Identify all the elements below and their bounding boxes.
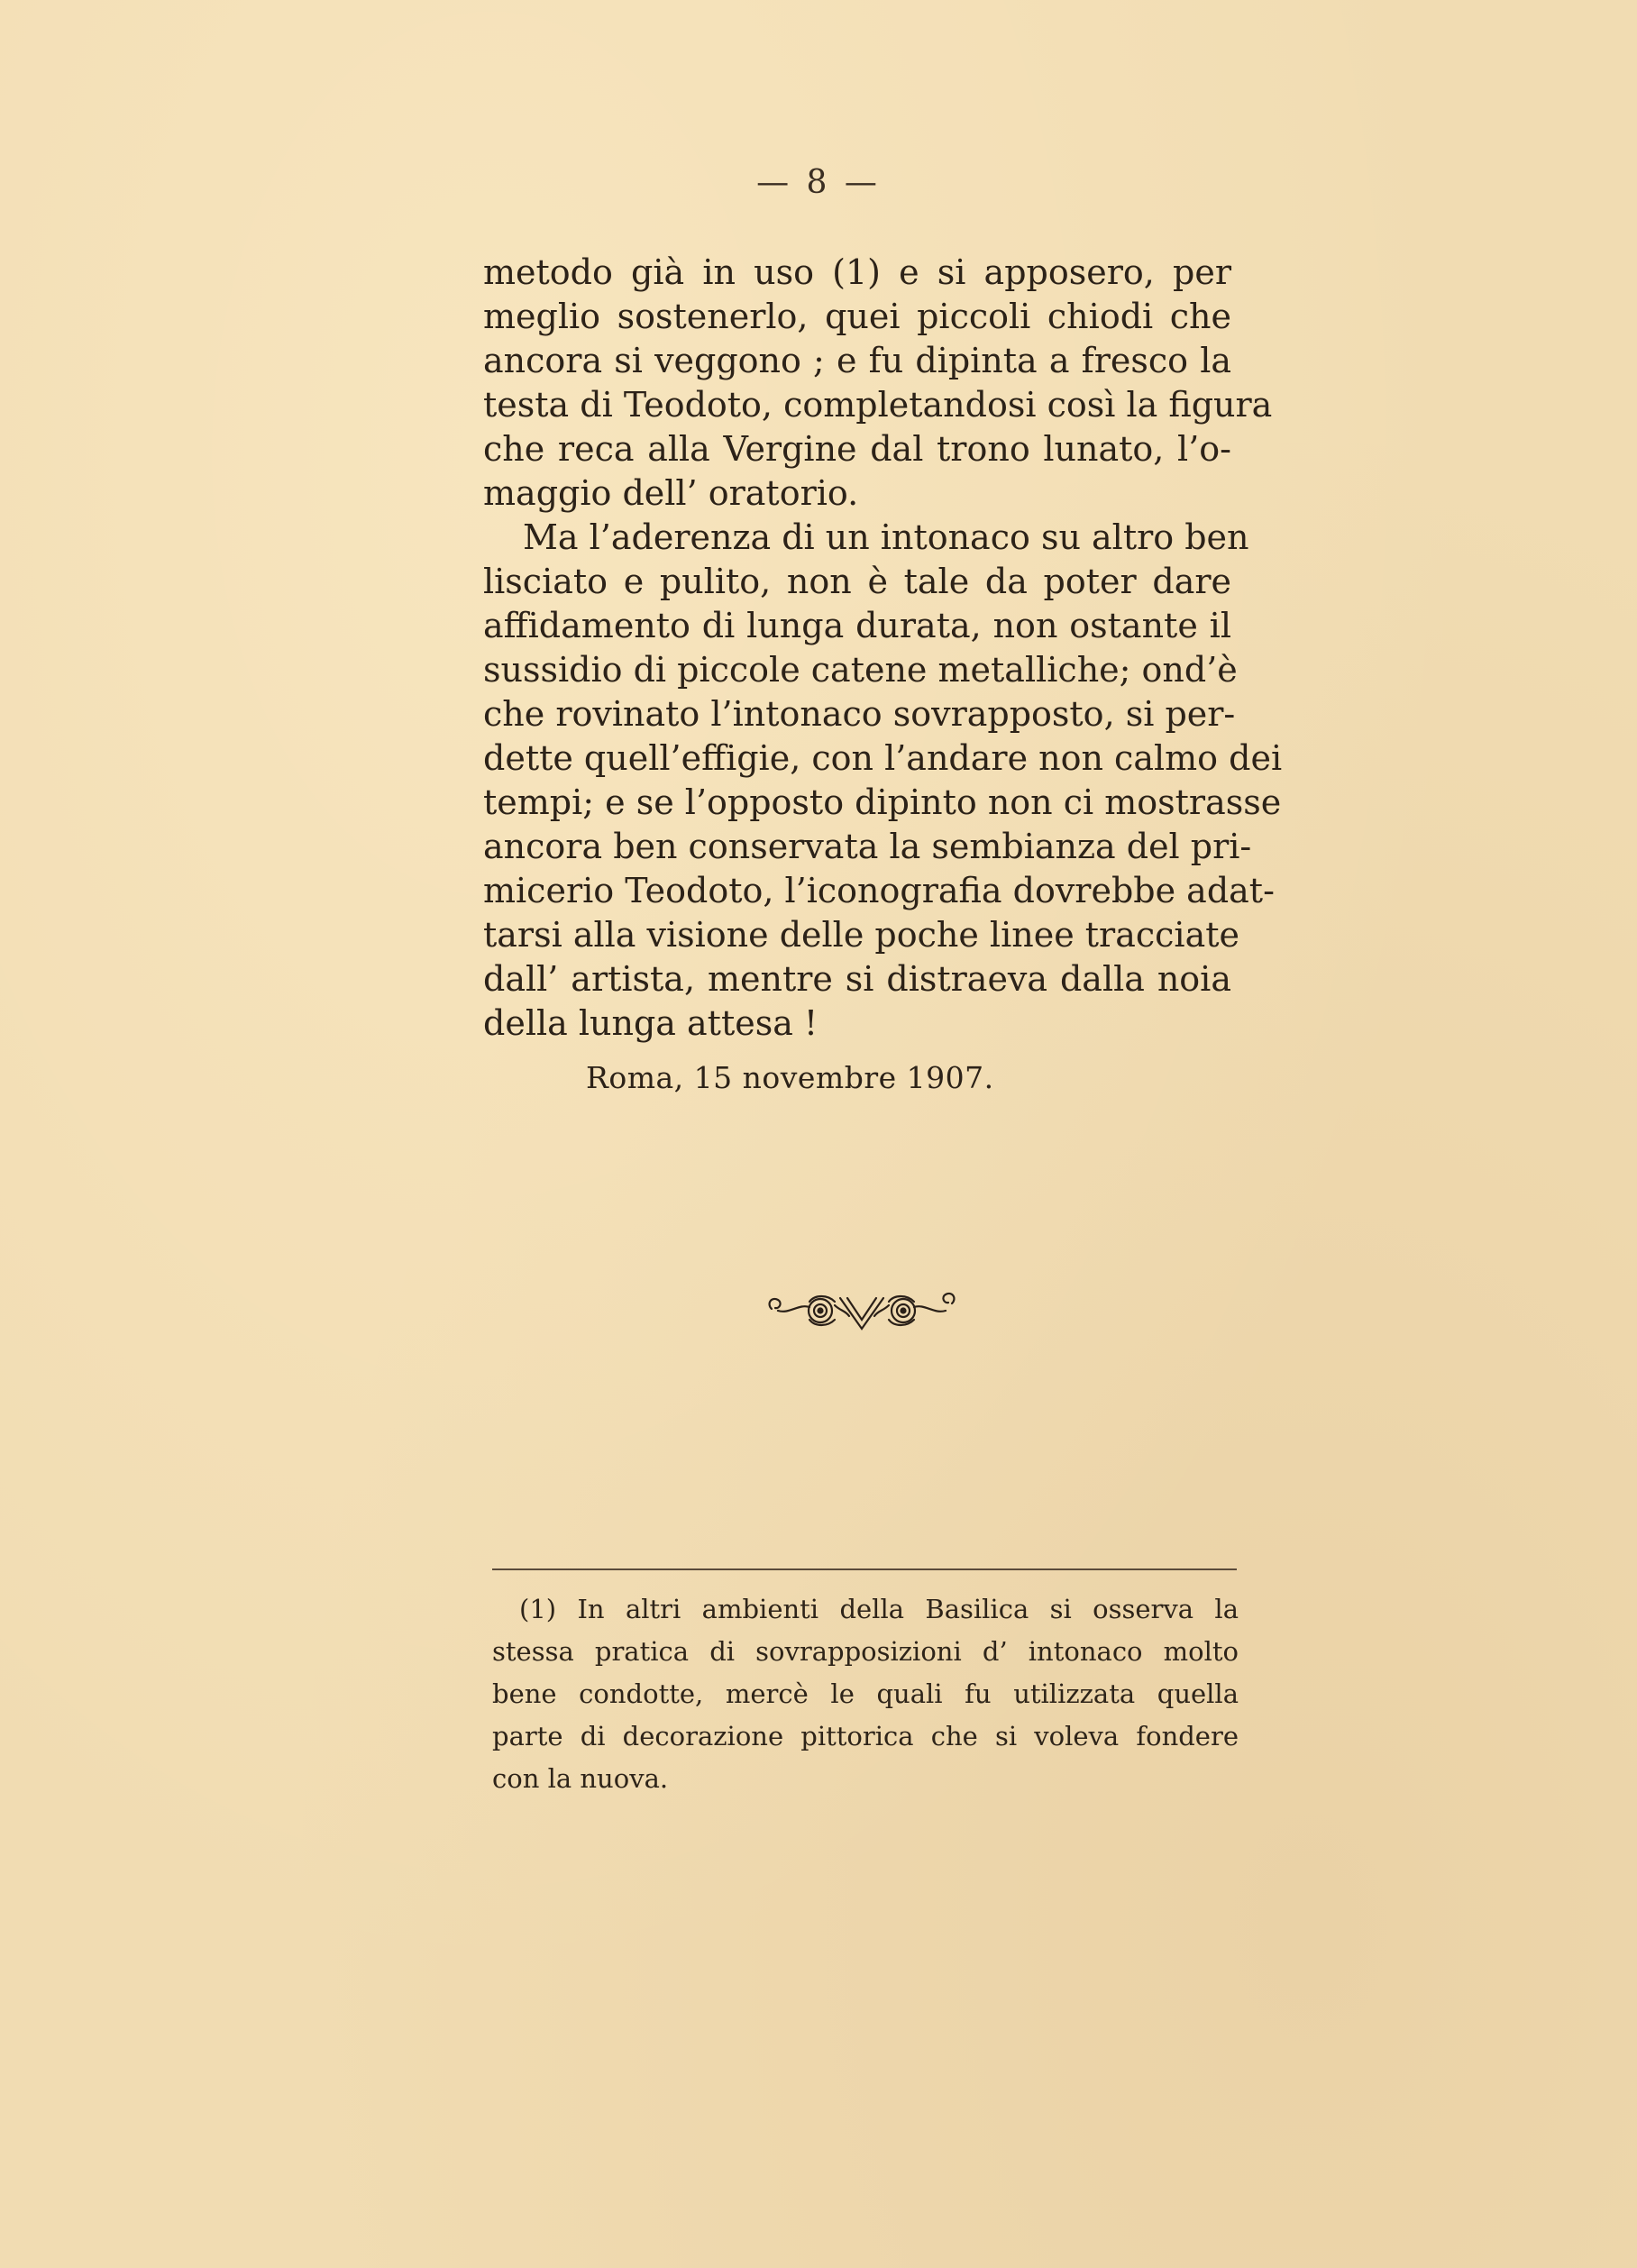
text-line: metodo già in uso (1) e si apposero, per <box>483 252 1231 292</box>
text-line: ancora ben conservata la sembianza del pri- <box>483 827 1252 866</box>
text-line: lisciato e pulito, non è tale da poter dare <box>483 562 1231 601</box>
text-line: ancora si veggono ; e fu dipinta a fresco la <box>483 341 1231 380</box>
footnote-line: parte di decorazione pittorica che si voleva fondere <box>492 1721 1239 1751</box>
text-line: maggio dell’ oratorio. <box>483 473 859 513</box>
footnote-line: (1) In altri ambienti della Basilica si osserva la <box>519 1594 1239 1624</box>
text-line: tarsi alla visione delle poche linee tracciate <box>483 915 1239 955</box>
footnote-divider <box>492 1568 1237 1570</box>
footnote <box>492 1588 1239 1800</box>
scroll-flourish-ornament-icon <box>763 1284 961 1338</box>
text-line: Ma l’aderenza di un intonaco su altro ben <box>523 517 1249 557</box>
dateline: Roma, 15 novembre 1907. <box>586 1060 994 1095</box>
footnote-line: con la nuova. <box>492 1763 669 1794</box>
text-line: tempi; e se l’opposto dipinto non ci mostrasse <box>483 782 1282 822</box>
text-line: sussidio di piccole catene metalliche; ond’è <box>483 650 1238 690</box>
footnote-line: bene condotte, mercè le quali fu utilizzata quella <box>492 1678 1239 1709</box>
footnote-line: stessa pratica di sovrapposizioni d’ intonaco molto <box>492 1636 1239 1667</box>
page-number: — 8 — <box>756 164 881 201</box>
text-line: che reca alla Vergine dal trono lunato, l’o- <box>483 429 1231 469</box>
text-line: micerio Teodoto, l’iconografia dovrebbe adat- <box>483 871 1275 910</box>
text-line: meglio sostenerlo, quei piccoli chiodi che <box>483 297 1231 336</box>
text-line: affidamento di lunga durata, non ostante il <box>483 606 1231 645</box>
text-line: dall’ artista, mentre si distraeva dalla noia <box>483 959 1231 999</box>
main-text <box>483 251 1283 1046</box>
text-line: testa di Teodoto, completandosi così la figura <box>483 385 1273 425</box>
text-line: della lunga attesa ! <box>483 1003 818 1043</box>
text-line: che rovinato l’intonaco sovrapposto, si per- <box>483 694 1236 734</box>
text-line: dette quell’effigie, con l’andare non calmo dei <box>483 738 1283 778</box>
